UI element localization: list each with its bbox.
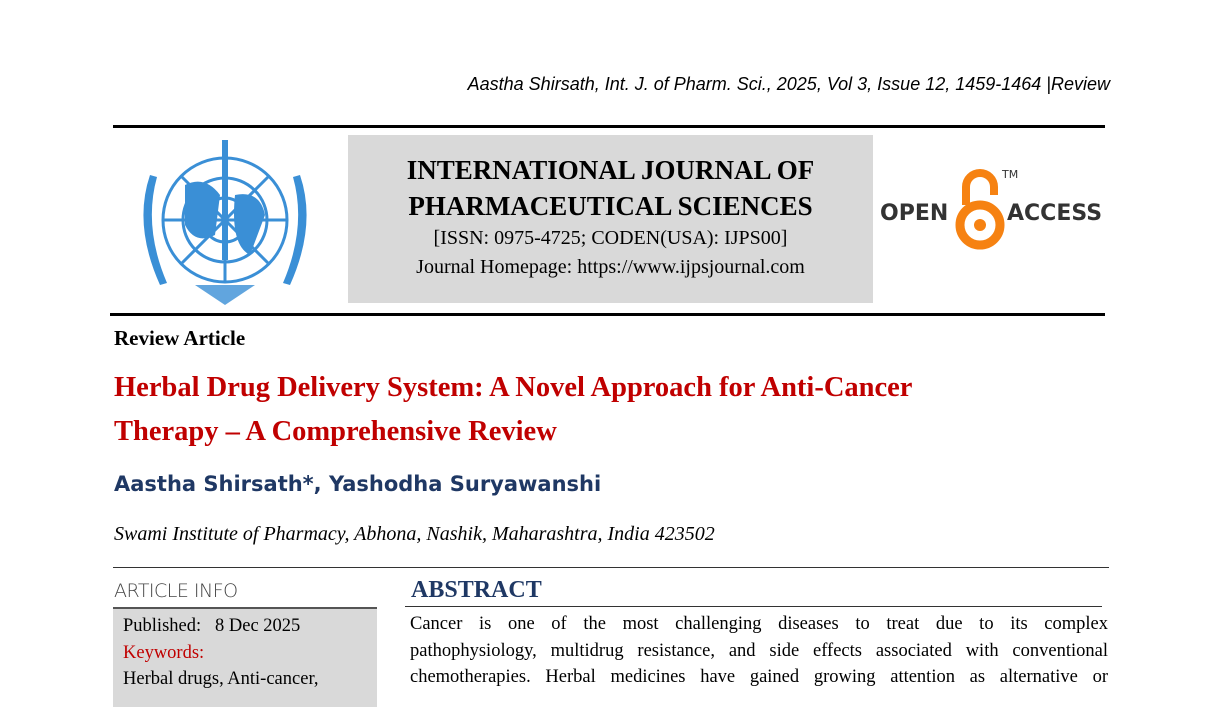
citation-header: Aastha Shirsath, Int. J. of Pharm. Sci., 2025, Vol 3, Issue 12, 1459-1464 |Review [467, 74, 1110, 94]
affiliation: Swami Institute of Pharmacy, Abhona, Nashik, Maharashtra, India 423502 [114, 523, 715, 545]
article-info-box [113, 607, 377, 707]
abstract-heading: ABSTRACT [411, 577, 542, 603]
abstract-rule [405, 606, 1102, 607]
access-label: ACCESS [1007, 201, 1103, 226]
article-type: Review Article [114, 326, 246, 350]
section-rule [113, 567, 1109, 568]
abstract-line: chemotherapies. Herbal medicines have gained growing attention as alternative or [410, 667, 1108, 687]
abstract-text [410, 611, 1108, 691]
open-label: OPEN [880, 201, 949, 226]
journal-logo-icon [125, 135, 325, 310]
abstract-line: pathophysiology, multidrug resistance, and side effects associated with conventional [410, 640, 1108, 661]
article-title: Herbal Drug Delivery System: A Novel Approach for Anti-Cancer Therapy – A Comprehensive Review [114, 372, 913, 447]
journal-homepage: Journal Homepage: https://www.ijpsjournal.com [416, 256, 805, 278]
journal-issn: [ISSN: 0975-4725; CODEN(USA): IJPS00] [433, 227, 788, 249]
banner-bottom-rule [110, 313, 1105, 316]
journal-title: INTERNATIONAL JOURNAL OF PHARMACEUTICAL SCIENCES [406, 155, 815, 221]
keywords-label: Keywords: [123, 642, 205, 663]
journal-banner [348, 135, 873, 303]
abstract-line: Cancer is one of the most challenging diseases to treat due to its complex [410, 614, 1108, 634]
published-row: Published: 8 Dec 2025 [123, 616, 301, 636]
top-rule [113, 125, 1105, 128]
keywords: Herbal drugs, Anti-cancer, [123, 669, 319, 689]
authors: Aastha Shirsath*, Yashodha Suryawanshi [114, 472, 602, 496]
trademark: TM [1002, 168, 1019, 181]
article-info-heading: ARTICLE INFO [114, 580, 238, 602]
open-access-logo [880, 165, 1110, 255]
